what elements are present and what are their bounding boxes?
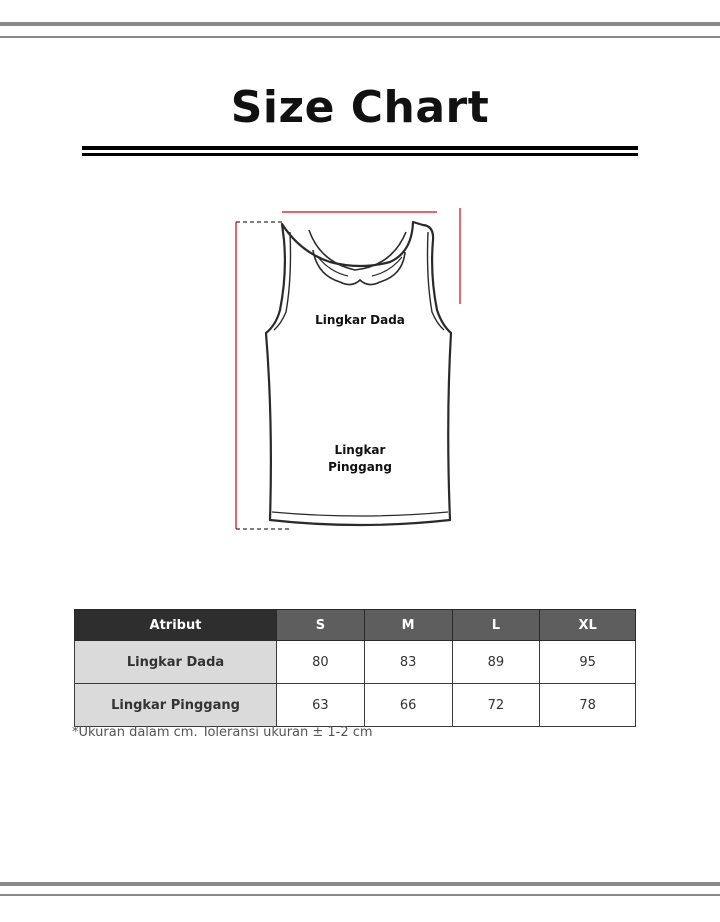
- page-title: Size Chart: [230, 82, 490, 133]
- header-size-m: M: [364, 610, 452, 641]
- bottom-border-rule-1: [0, 882, 720, 886]
- cell-waist-s: 63: [277, 684, 365, 727]
- row-label-waist: Lingkar Pinggang: [75, 684, 277, 727]
- table-row: [75, 641, 636, 684]
- chest-label: Lingkar Dada: [315, 313, 405, 327]
- cell-waist-m: 66: [364, 684, 452, 727]
- tolerance-note: *Ukuran dalam cm. Toleransi ukuran ± 1-2 cm: [72, 725, 373, 740]
- tank-top-outline: [266, 222, 451, 525]
- cell-chest-xl: 95: [540, 641, 636, 684]
- cell-chest-l: 89: [452, 641, 540, 684]
- cell-waist-xl: 78: [540, 684, 636, 727]
- waist-label-line2: Pinggang: [328, 460, 392, 474]
- cell-chest-s: 80: [277, 641, 365, 684]
- cell-chest-m: 83: [364, 641, 452, 684]
- waist-label-line1: Lingkar: [334, 443, 386, 457]
- row-label-chest: Lingkar Dada: [75, 641, 277, 684]
- header-size-s: S: [277, 610, 365, 641]
- size-table: [74, 609, 636, 727]
- bottom-border-rule-2: [0, 894, 720, 896]
- table-row: [75, 684, 636, 727]
- header-atribut: Atribut: [75, 610, 277, 641]
- header-size-l: L: [452, 610, 540, 641]
- cell-waist-l: 72: [452, 684, 540, 727]
- header-size-xl: XL: [540, 610, 636, 641]
- table-header-row: [75, 610, 636, 641]
